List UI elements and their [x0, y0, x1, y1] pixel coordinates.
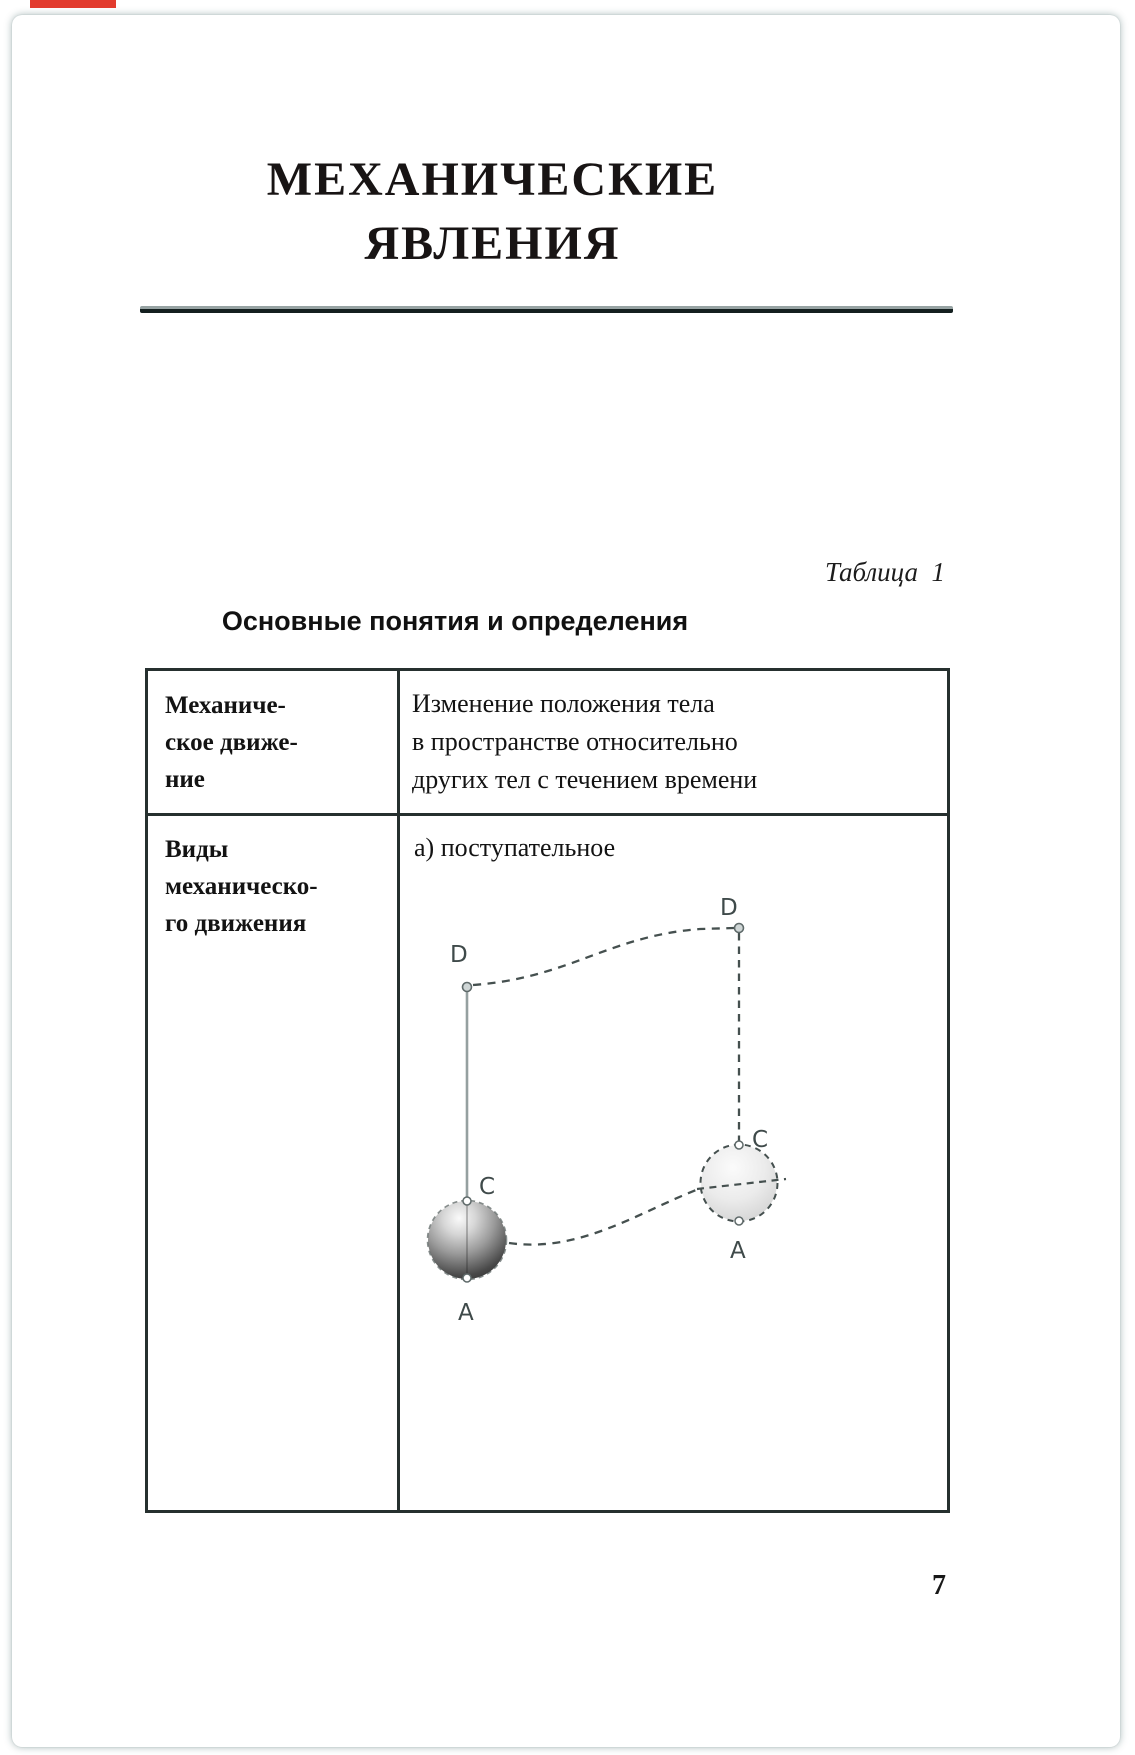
table-subtitle: Основные понятия и определения [221, 606, 689, 636]
label-a-left: A [458, 1300, 474, 1326]
table-row2-definition-item: а) поступательное [414, 833, 616, 862]
page-title-line2: ЯВЛЕНИЯ [364, 217, 621, 270]
label-c-left: C [479, 1174, 496, 1200]
right-pivot-point-d [735, 924, 744, 933]
term-line: ское движе- [165, 729, 298, 756]
term-line: ние [165, 766, 205, 793]
right-point-c-marker [735, 1141, 743, 1149]
left-pivot-point-d [463, 983, 472, 992]
trajectory-bottom-dashed-curve [509, 1190, 696, 1245]
term-line: го движения [165, 910, 307, 937]
left-point-c-marker [463, 1197, 471, 1205]
label-d-left: D [450, 942, 468, 968]
trajectory-top-dashed-curve [473, 928, 734, 985]
term-line: Механиче- [165, 692, 286, 719]
label-a-right: A [730, 1238, 746, 1264]
page-number: 7 [932, 1570, 946, 1601]
red-edge-marker [30, 0, 116, 8]
right-point-a-marker [735, 1217, 743, 1225]
definitions-table [145, 668, 950, 1513]
table-row-divider [148, 813, 947, 816]
title-divider-rule [140, 306, 953, 313]
page-title-line1: МЕХАНИЧЕСКИЕ [266, 153, 719, 206]
table-row1-definition [412, 685, 757, 799]
definition-line: других тел с течением времени [412, 765, 758, 794]
page-title [145, 148, 840, 276]
left-point-a-marker [463, 1274, 471, 1282]
label-c-right: C [752, 1127, 769, 1153]
table-caption: Таблица 1 [824, 557, 945, 587]
table-row1-term [165, 687, 298, 798]
definition-line: Изменение положения тела [412, 689, 715, 718]
translational-motion-diagram [148, 843, 947, 1513]
term-line: Виды [165, 836, 229, 863]
term-line: механическо- [165, 873, 318, 900]
definition-line: в пространстве относительно [412, 727, 738, 756]
label-d-right: D [720, 895, 738, 921]
